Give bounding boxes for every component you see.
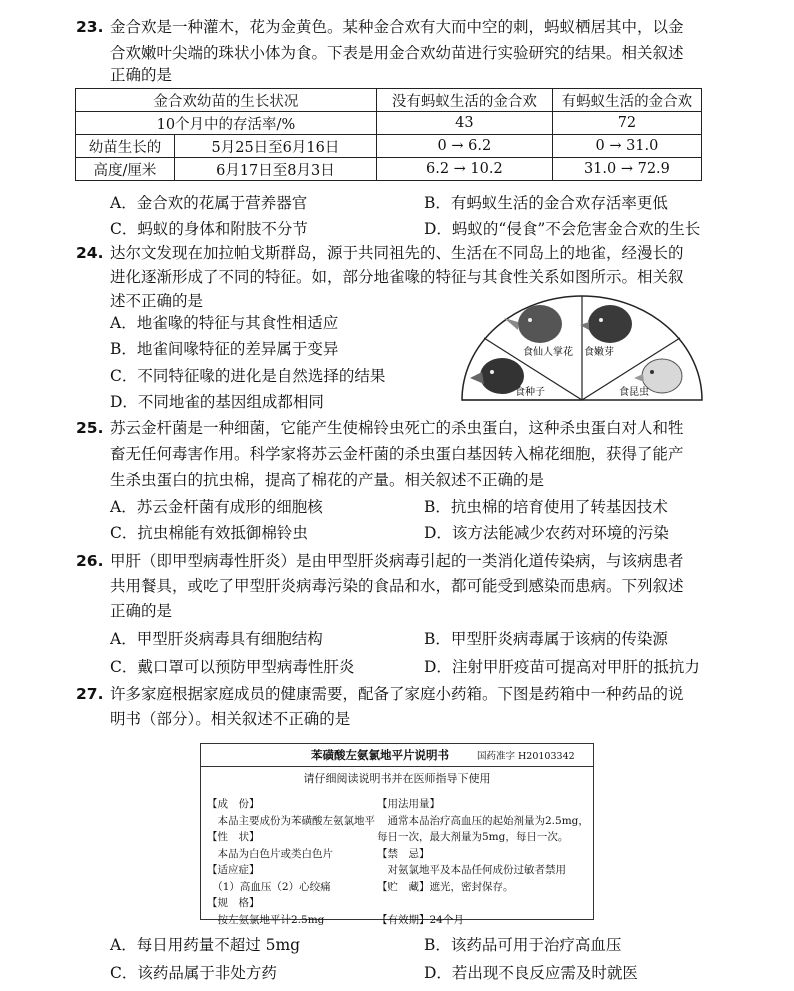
question-24-number: 24. (76, 244, 104, 262)
option-c: C．蚂蚁的身体和附肢不分节 (110, 220, 308, 238)
figure-label: 食昆虫 (619, 387, 649, 398)
table-cell: 72 (552, 112, 701, 135)
question-26-number: 26. (76, 552, 104, 570)
figure-label: 食仙人掌花 (523, 347, 573, 358)
option-d: D．注射甲肝疫苗可提高对甲肝的抵抗力 (424, 658, 700, 676)
table-cell: 6月17日至8月3日 (175, 158, 377, 181)
question-25-line-2: 畜无任何毒害作用。科学家将苏云金杆菌的杀虫蛋白基因转入棉花细胞，获得了能产 (110, 445, 684, 463)
leaflet-line: 本品主要成份为苯磺酸左氨氯地平 (207, 814, 375, 827)
question-25-line-3: 生杀虫蛋白的抗虫棉，提高了棉花的产量。相关叙述不正确的是 (110, 471, 545, 489)
question-26-line-1: 甲肝（即甲型病毒性肝炎）是由甲型肝炎病毒引起的一类消化道传染病，与该病患者 (110, 552, 684, 570)
leaflet-line: 【成 份】 (207, 798, 260, 810)
option-b: B．抗虫棉的培育使用了转基因技术 (424, 498, 668, 516)
leaflet-line: 【适应症】 (207, 864, 260, 876)
table-header: 有蚂蚁生活的金合欢 (552, 89, 701, 112)
question-27-line-2: 明书（部分）。相关叙述不正确的是 (110, 710, 351, 728)
option-b: B．地雀间喙特征的差异属于变异 (110, 340, 339, 358)
leaflet-line: 通常本品治疗高血压的起始剂量为2.5mg， (377, 814, 589, 827)
option-d: D．蚂蚁的“侵食”不会危害金合欢的生长 (424, 220, 701, 238)
question-23-line-1: 金合欢是一种灌木，花为金黄色。某种金合欢有大而中空的刺，蚂蚁栖居其中，以金 (110, 18, 684, 36)
leaflet-line: 【贮 藏】遮光，密封保存。 (377, 880, 514, 893)
option-a: A．苏云金杆菌有成形的细胞核 (110, 498, 323, 516)
table-cell: 43 (376, 112, 552, 135)
figure-label: 食嫩芽 (584, 347, 614, 358)
leaflet-line: 每日一次，最大剂量为5mg，每日一次。 (377, 831, 569, 843)
table-cell: 6.2 → 10.2 (376, 158, 552, 181)
option-c: C．戴口罩可以预防甲型病毒性肝炎 (110, 658, 355, 676)
ant-experiment-table (75, 88, 702, 181)
table-header: 没有蚂蚁生活的金合欢 (376, 89, 552, 112)
table-cell: 高度/厘米 (76, 158, 175, 181)
question-24-line-2: 进化逐渐形成了不同的特征。如，部分地雀喙的特征与其食性关系如图所示。相关叙 (110, 268, 684, 286)
question-25-number: 25. (76, 419, 104, 437)
table-cell: 0 → 6.2 (376, 135, 552, 158)
leaflet-left-column (207, 796, 375, 928)
question-23-line-3: 正确的是 (110, 66, 173, 84)
leaflet-approval-number: 国药准字 H20103342 (477, 751, 575, 762)
leaflet-notice: 请仔细阅读说明书并在医师指导下使用 (303, 772, 491, 785)
figure-label: 食种子 (515, 387, 545, 398)
leaflet-line: 本品为白色片或类白色片 (207, 847, 333, 860)
option-c: C．抗虫棉能有效抵御棉铃虫 (110, 524, 308, 542)
leaflet-title: 苯磺酸左氨氯地平片说明书 (311, 748, 449, 762)
option-a: A．每日用药量不超过 5mg (110, 936, 301, 954)
drug-leaflet (200, 743, 594, 926)
leaflet-line: 【规 格】 (207, 897, 260, 909)
option-d: D．不同地雀的基因组成都相同 (110, 393, 324, 411)
question-24-line-1: 达尔文发现在加拉帕戈斯群岛，源于共同祖先的、生活在不同岛上的地雀，经漫长的 (110, 244, 684, 262)
option-c: C．不同特征喙的进化是自然选择的结果 (110, 367, 386, 385)
table-cell: 5月25日至6月16日 (175, 135, 377, 158)
question-26-line-2: 共用餐具，或吃了甲型肝炎病毒污染的食品和水，都可能受到感染而患病。下列叙述 (110, 577, 684, 595)
leaflet-line: 【用法用量】 (377, 798, 440, 810)
table-cell: 10个月中的存活率/% (76, 112, 377, 135)
option-b: B．该药品可用于治疗高血压 (424, 936, 622, 954)
leaflet-line: 【性 状】 (207, 831, 260, 843)
option-b: B．有蚂蚁生活的金合欢存活率更低 (424, 194, 668, 212)
option-a: A．金合欢的花属于营养器官 (110, 194, 308, 212)
option-a: A．地雀喙的特征与其食性相适应 (110, 314, 339, 332)
table-cell: 幼苗生长的 (76, 135, 175, 158)
question-27-line-1: 许多家庭根据家庭成员的健康需要，配备了家庭小药箱。下图是药箱中一种药品的说 (110, 685, 684, 703)
leaflet-line: 按左氨氯地平计2.5mg (207, 913, 325, 926)
leaflet-right-column (377, 796, 589, 928)
finch-beak-figure (458, 292, 706, 404)
option-d: D．该方法能减少农药对环境的污染 (424, 524, 669, 542)
leaflet-line: 对氨氯地平及本品任何成份过敏者禁用 (377, 864, 566, 876)
leaflet-line: 【有效期】24个月 (377, 913, 464, 926)
leaflet-line: （1）高血压（2）心绞痛 (207, 880, 331, 893)
option-c: C．该药品属于非处方药 (110, 964, 277, 982)
question-26-line-3: 正确的是 (110, 602, 173, 620)
question-23-line-2: 合欢嫩叶尖端的珠状小体为食。下表是用金合欢幼苗进行实验研究的结果。相关叙述 (110, 44, 684, 62)
option-b: B．甲型肝炎病毒属于该病的传染源 (424, 630, 668, 648)
table-cell: 31.0 → 72.9 (552, 158, 701, 181)
question-25-line-1: 苏云金杆菌是一种细菌，它能产生使棉铃虫死亡的杀虫蛋白，这种杀虫蛋白对人和牲 (110, 419, 684, 437)
leaflet-line: 【禁 忌】 (377, 847, 430, 860)
option-d: D．若出现不良反应需及时就医 (424, 964, 638, 982)
question-27-number: 27. (76, 685, 104, 703)
table-cell: 0 → 31.0 (552, 135, 701, 158)
option-a: A．甲型肝炎病毒具有细胞结构 (110, 630, 323, 648)
leaflet-line (377, 895, 589, 912)
question-23-number: 23. (76, 18, 104, 36)
table-header: 金合欢幼苗的生长状况 (76, 89, 377, 112)
question-24-line-3: 述不正确的是 (110, 292, 204, 310)
